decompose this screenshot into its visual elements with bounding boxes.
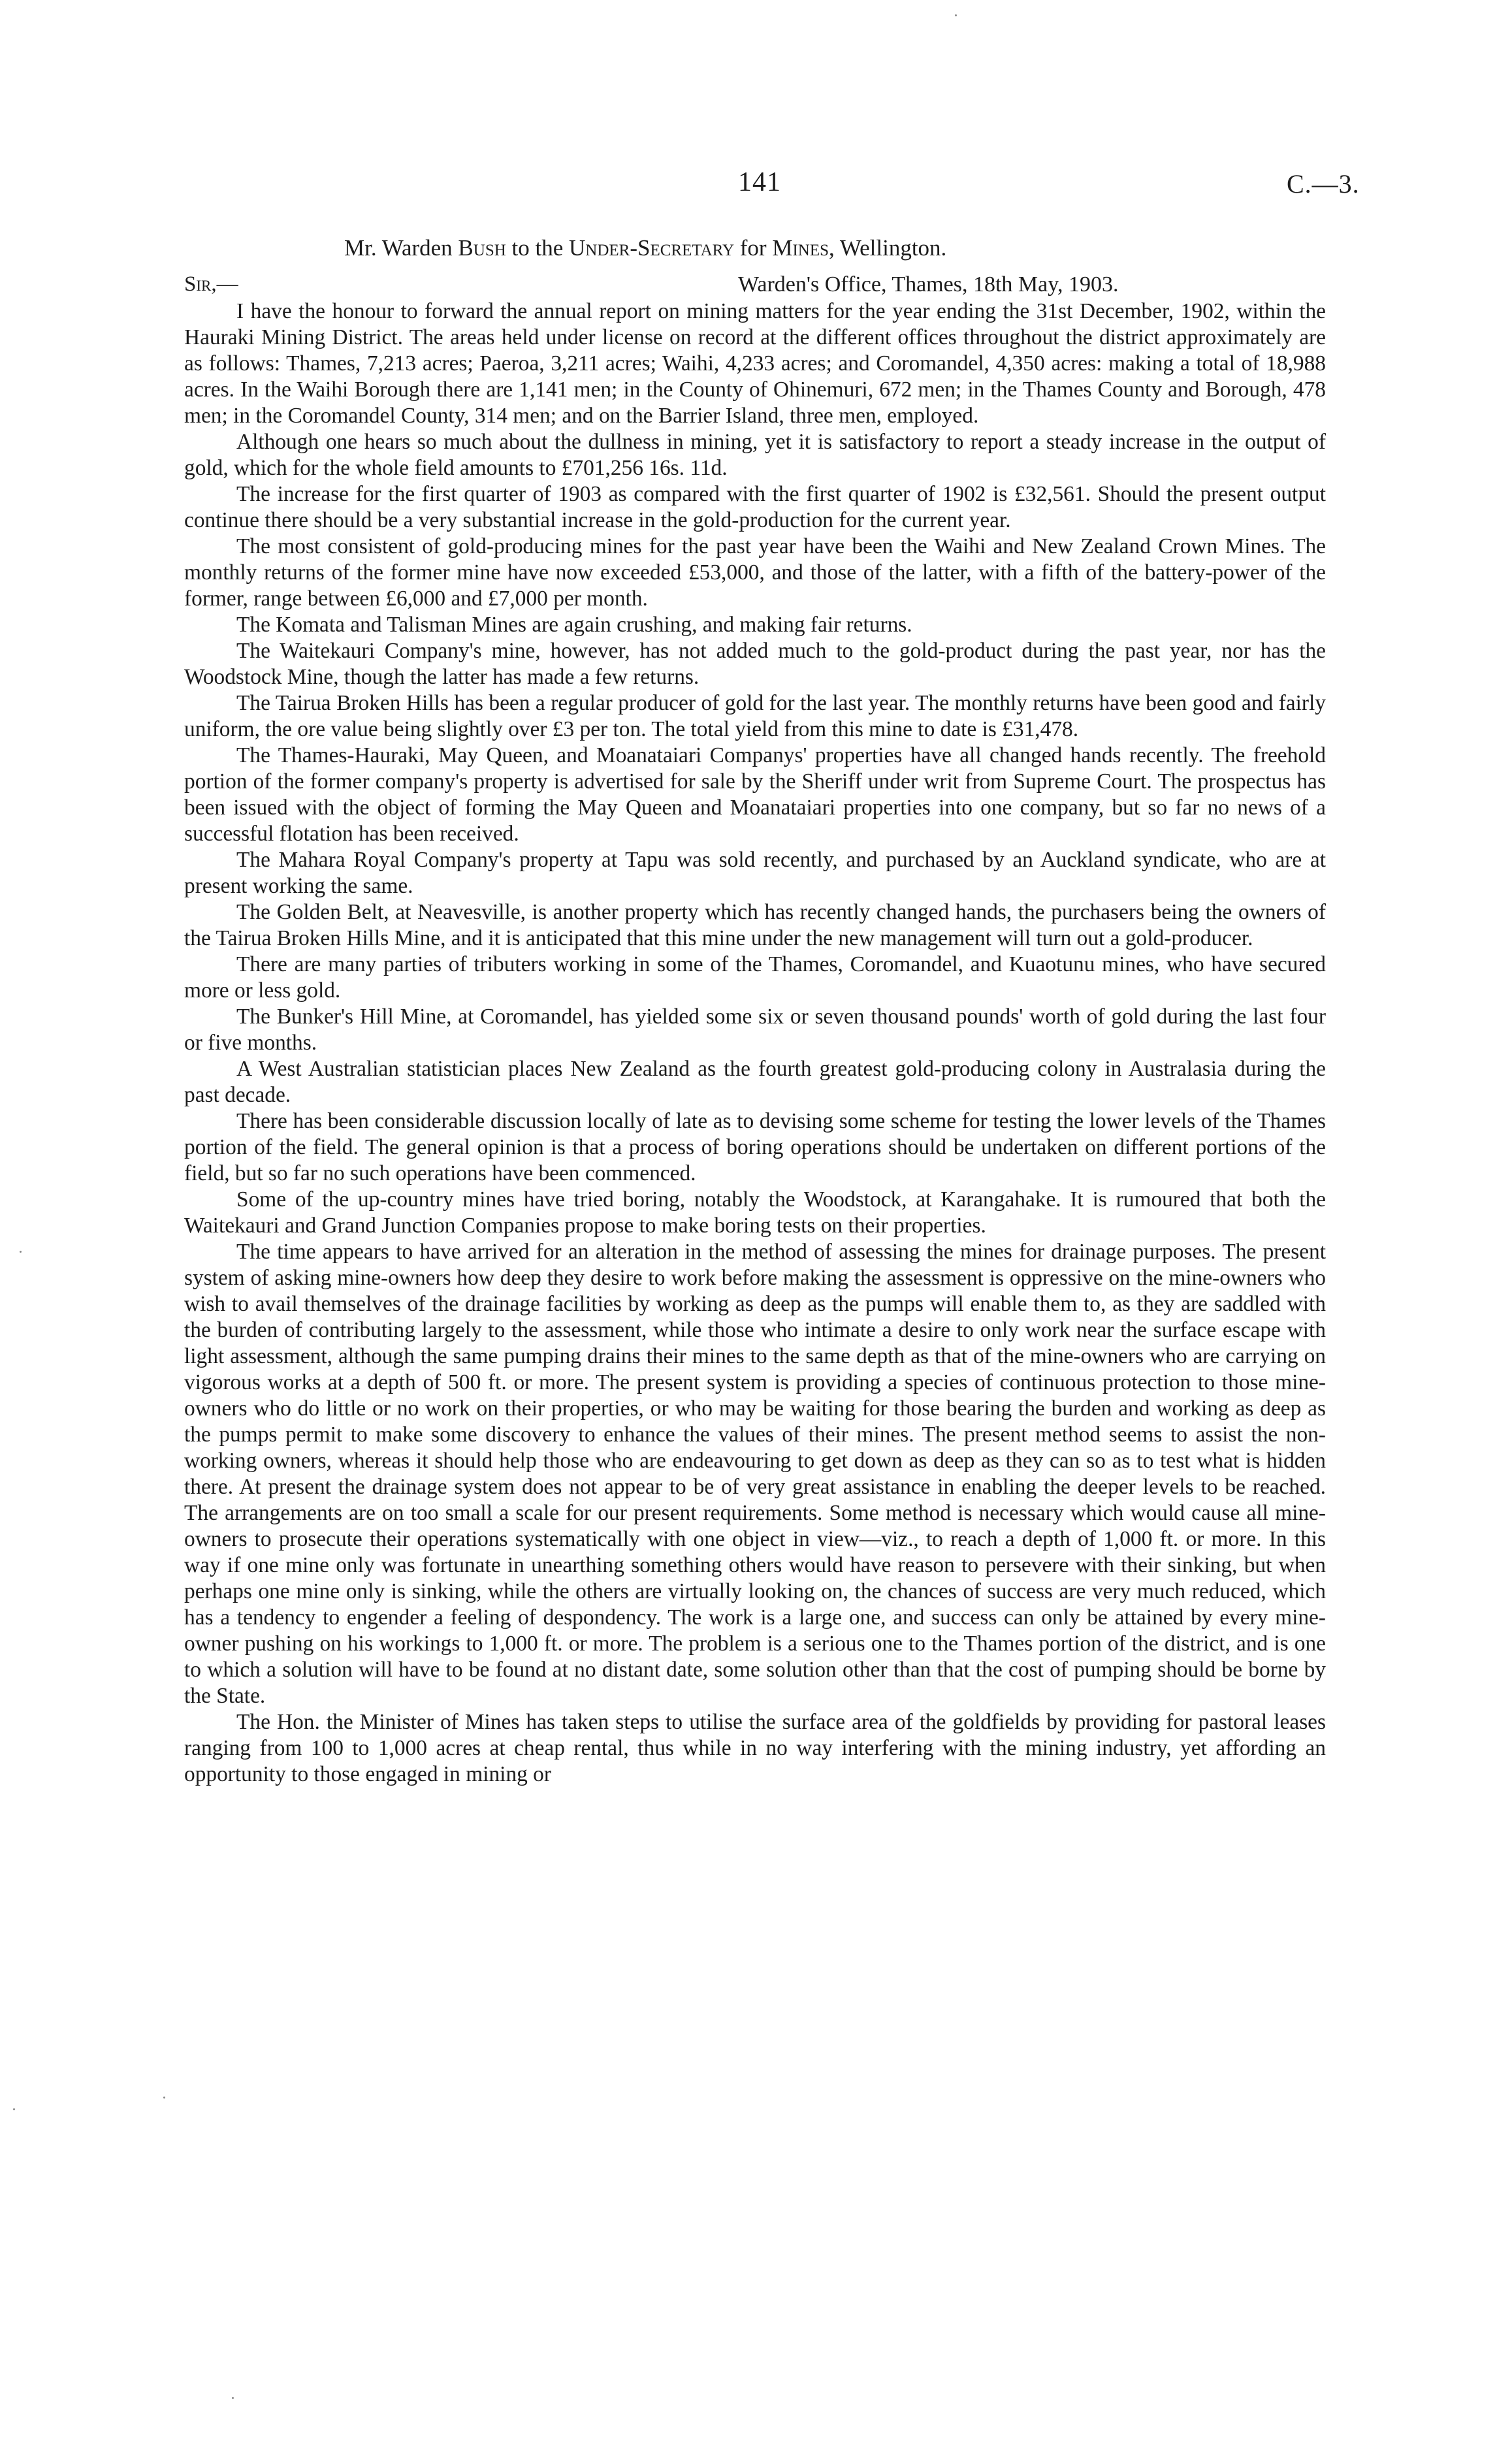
letter-heading — [344, 235, 946, 261]
paragraph: The Mahara Royal Company's property at Tapu was sold recently, and purchased by an Auckland syndicate, who are at present working the same. — [184, 848, 1326, 898]
paragraph: There are many parties of tributers working in some of the Thames, Coromandel, and Kuaotunu mines, who have secured more or less gold. — [184, 952, 1326, 1003]
paragraph: Although one hears so much about the dullness in mining, yet it is satisfactory to report a steady increase in the output of gold, which for the whole field amounts to £701,256 16s. 11d. — [184, 430, 1326, 480]
heading-recipient: Under-Secretary — [569, 235, 735, 261]
heading-prefix: Mr. Warden — [344, 235, 453, 261]
office-date-line: Warden's Office, Thames, 18th May, 1903. — [738, 272, 1119, 297]
paragraph: The Hon. the Minister of Mines has taken steps to utilise the surface area of the goldfields by providing for pastoral leases ranging from 100 to 1,000 acres at cheap rental, thus while in no way interfering with the mining industry, yet affording an opportunity to those engaged in mining or — [184, 1710, 1326, 1786]
heading-department: Mines — [772, 235, 829, 261]
paragraph: The most consistent of gold-producing mines for the past year have been the Waihi and New Zealand Crown Mines. The monthly returns of the former mine have now exceeded £53,000, and those of the latter, with a fifth of the battery-power of the former, range between £6,000 and £7,000 per month. — [184, 534, 1326, 611]
paragraph: The Thames-Hauraki, May Queen, and Moanataiari Companys' properties have all changed hands recently. The freehold portion of the former company's property is advertised for sale by the Sheriff under writ from Supreme Court. The prospectus has been issued with the object of forming the May Queen and Moanataiari properties into one company, but so far no news of a successful flotation has been received. — [184, 743, 1326, 846]
page-number: 141 — [738, 167, 781, 197]
heading-for: for — [739, 235, 767, 261]
heading-place: , Wellington. — [829, 235, 947, 261]
salutation: Sir,— — [184, 272, 238, 296]
paragraph: The increase for the first quarter of 1903 as compared with the first quarter of 1902 is £32,561. Should the present output continue there should be a very substantial increase in the gold-production for the current year. — [184, 482, 1326, 532]
paragraph: The Waitekauri Company's mine, however, has not added much to the gold-product during the past year, nor has the Woodstock Mine, though the latter has made a few returns. — [184, 639, 1326, 689]
paragraph: A West Australian statistician places New Zealand as the fourth greatest gold-producing colony in Australasia during the past decade. — [184, 1057, 1326, 1107]
scan-speck — [232, 2397, 234, 2399]
paragraph: The Bunker's Hill Mine, at Coromandel, has yielded some six or seven thousand pounds' worth of gold during the last four or five months. — [184, 1005, 1326, 1055]
paragraph: The time appears to have arrived for an alteration in the method of assessing the mines for drainage purposes. The present system of asking mine-owners how deep they desire to work before making the assessment is oppressive on the mine-owners who wish to avail themselves of the drainage facilities by working as deep as the pumps will enable them to, as they are saddled with the burden of contributing largely to the assessment, while those who intimate a desire to only work near the surface escape with light assessment, although the same pumping drains their mines to the same depth as that of the mine-owners who are carrying on vigorous works at a depth of 500 ft. or more. The present system is providing a species of continuous protection to those mine-owners who do little or no work on their properties, or who may be waiting for those bearing the burden and working as deep as the pumps permit to make some discovery to enhance the values of their mines. The present method seems to assist the non-working owners, whereas it should help those who are endeavouring to get down as deep as they can so as to test what is hidden there. At present the drainage system does not appear to be of very great assistance in enabling the deeper levels to be reached. The arrangements are on too small a scale for our present requirements. Some method is necessary which would cause all mine-owners to prosecute their operations systematically with one object in view—viz., to reach a depth of 1,000 ft. or more. In this way if one mine only was fortunate in unearthing something others would have reason to persevere with their sinking, but when perhaps one mine only is sinking, while the others are virtually looking on, the chances of success are very much reduced, which has a tendency to engender a feeling of despondency. The work is a large one, and success can only be attained by every mine-owner pushing on his workings to 1,000 ft. or more. The problem is a serious one to the Thames portion of the district, and is one to which a solution will have to be found at no distant date, some solution other than that the cost of pumping should be borne by the State. — [184, 1240, 1326, 1708]
heading-warden-name: Bush — [458, 235, 506, 261]
paragraph: The Golden Belt, at Neavesville, is another property which has recently changed hands, the purchasers being the owners of the Tairua Broken Hills Mine, and it is anticipated that this mine under the new management will turn out a gold-producer. — [184, 900, 1326, 950]
paragraph: The Komata and Talisman Mines are again crushing, and making fair returns. — [236, 613, 912, 637]
paragraph: I have the honour to forward the annual report on mining matters for the year ending the 31st December, 1902, within the Hauraki Mining District. The areas held under license on record at the different offices throughout the district approximately are as follows: Thames, 7,213 acres; Paeroa, 3,211 acres; Waihi, 4,233 acres; and Coromandel, 4,350 acres: making a total of 18,988 acres. In the Waihi Borough there are 1,141 men; in the County of Ohinemuri, 672 men; in the Thames County and Borough, 478 men; in the Coromandel County, 314 men; and on the Barrier Island, three men, employed. — [184, 299, 1326, 428]
document-reference: C.—3. — [1287, 169, 1360, 199]
scan-speck — [20, 1251, 22, 1253]
scan-speck — [13, 2108, 15, 2110]
paragraph: Some of the up-country mines have tried boring, notably the Woodstock, at Karangahake. It is rumoured that both the Waitekauri and Grand Junction Companies propose to make boring tests on their properties. — [184, 1187, 1326, 1238]
scan-speck — [955, 14, 957, 16]
paragraph: The Tairua Broken Hills has been a regular producer of gold for the last year. The monthly returns have been good and fairly uniform, the ore value being slightly over £3 per ton. The total yield from this mine to date is £31,478. — [184, 691, 1326, 741]
scan-speck — [163, 2097, 165, 2099]
heading-mid: to the — [511, 235, 564, 261]
letter-body — [184, 298, 1326, 1788]
paragraph: There has been considerable discussion locally of late as to devising some scheme for testing the lower levels of the Thames portion of the field. The general opinion is that a process of boring operations should be undertaken on different portions of the field, but so far no such operations have been commenced. — [184, 1109, 1326, 1185]
